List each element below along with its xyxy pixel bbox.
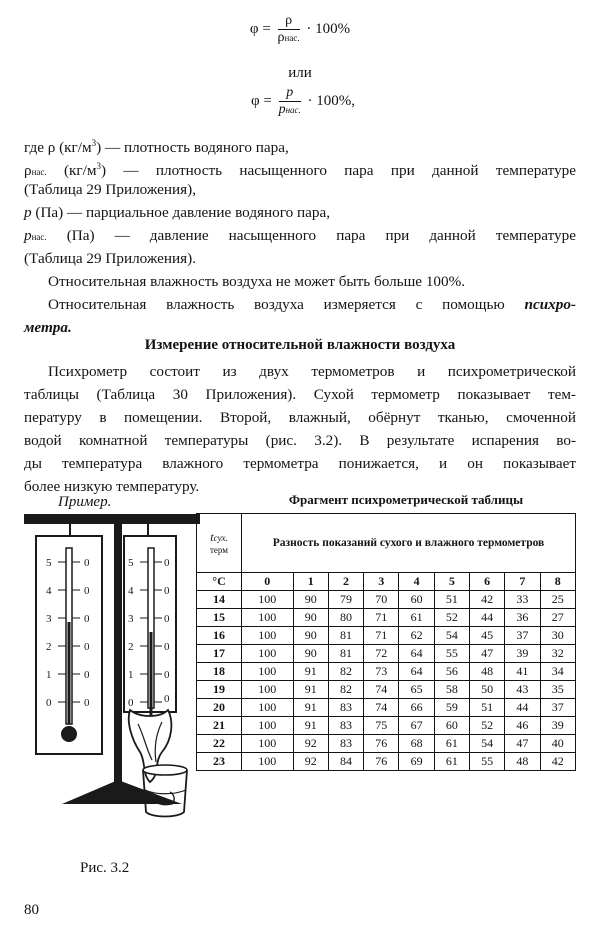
table-cell: 35 (540, 681, 575, 699)
table-column-header: 3 (364, 573, 399, 591)
table-cell: 100 (242, 663, 294, 681)
table-cell: 43 (505, 681, 540, 699)
table-unit-cell: °C (197, 573, 242, 591)
table-cell: 67 (399, 717, 434, 735)
table-cell: 79 (328, 591, 363, 609)
definition-saturated-pressure (24, 224, 576, 249)
table-cell: 91 (293, 681, 328, 699)
table-cell: 61 (434, 753, 469, 771)
table-cell: 37 (540, 699, 575, 717)
dry-scale-right-1: 0 (84, 585, 90, 597)
formula-2-left: φ = (250, 92, 272, 109)
formula-2-numerator: p (279, 86, 301, 102)
paragraph-line-2: таблицы (Таблица 30 Приложения). Сухой термометр показывает тем- (24, 386, 576, 403)
table-cell: 62 (399, 627, 434, 645)
table-cell: 34 (540, 663, 575, 681)
paragraph-line-4: водой комнатной температуры (рис. 3.2). В результате испарения во- (24, 432, 576, 449)
table-cell: 61 (434, 735, 469, 753)
table-column-header: 4 (399, 573, 434, 591)
page-number: 80 (24, 902, 39, 918)
table-row-temperature: 14 (197, 591, 242, 609)
paragraph-line-6: более низкую температуру. (24, 478, 200, 495)
table-cell: 90 (293, 627, 328, 645)
table-cell: 76 (364, 753, 399, 771)
formula-2-den-subscript: нас. (285, 105, 301, 115)
table-cell: 90 (293, 609, 328, 627)
table-cell: 75 (364, 717, 399, 735)
table-cell: 65 (399, 681, 434, 699)
table-cell: 83 (328, 735, 363, 753)
wet-scale-1: 1 (128, 669, 134, 681)
table-cell: 61 (399, 609, 434, 627)
table-cell: 70 (364, 591, 399, 609)
table-cell: 100 (242, 753, 294, 771)
paragraph-max-humidity: Относительная влажность воздуха не может быть больше 100%. (48, 273, 466, 290)
example-label: Пример. (58, 494, 112, 510)
psychrometric-table (196, 513, 576, 771)
wet-scale-right-5: 0 (164, 693, 170, 705)
formula-relative-humidity-pressure (228, 86, 378, 117)
table-cell: 91 (293, 717, 328, 735)
table-cell: 55 (469, 753, 504, 771)
wet-scale-right-0: 0 (164, 557, 170, 569)
table-cell: 82 (328, 681, 363, 699)
table-column-header: 5 (434, 573, 469, 591)
formula-1-den-symbol: ρ (277, 30, 285, 45)
table-row-temperature: 20 (197, 699, 242, 717)
table-row (197, 609, 576, 627)
wet-scale-2: 2 (128, 641, 134, 653)
table-cell: 41 (505, 663, 540, 681)
table-row (197, 663, 576, 681)
wet-scale-0: 0 (128, 697, 134, 709)
table-cell: 58 (434, 681, 469, 699)
formula-2-right: · 100%, (307, 92, 356, 109)
table-cell: 92 (293, 735, 328, 753)
wet-scale-right-1: 0 (164, 585, 170, 597)
table-cell: 46 (505, 717, 540, 735)
table-cell: 84 (328, 753, 363, 771)
figure-caption: Рис. 3.2 (80, 860, 130, 876)
table-row (197, 681, 576, 699)
table-row-temperature: 15 (197, 609, 242, 627)
table-cell: 66 (399, 699, 434, 717)
wet-scale-right-4: 0 (164, 669, 170, 681)
table-column-header-row (197, 573, 576, 591)
definition-saturated-density-symbol: ρ (24, 162, 32, 180)
table-cell: 73 (364, 663, 399, 681)
table-cell: 40 (540, 735, 575, 753)
definition-saturated-pressure-subscript: нас. (31, 232, 47, 242)
definition-saturated-density-text-b: ) — плотность насыщенного пара при данной температуре (101, 162, 576, 180)
table-cell: 39 (540, 717, 575, 735)
formula-2-denominator (279, 102, 301, 117)
table-row-temperature: 19 (197, 681, 242, 699)
table-cell: 47 (469, 645, 504, 663)
table-column-header: 8 (540, 573, 575, 591)
table-cell: 71 (364, 609, 399, 627)
table-cell: 45 (469, 627, 504, 645)
table-cell: 91 (293, 663, 328, 681)
wet-scale-3: 3 (128, 613, 134, 625)
table-corner-cell (197, 514, 242, 573)
dry-scale-right-3: 0 (84, 641, 90, 653)
table-cell: 90 (293, 591, 328, 609)
table-cell: 54 (469, 735, 504, 753)
definition-density-text-a: где ρ (кг/м (24, 139, 92, 157)
formula-2-fraction (279, 86, 301, 117)
dry-scale-4: 4 (46, 585, 52, 597)
definition-saturated-density-sup: 3 (96, 161, 101, 171)
table-cell: 33 (505, 591, 540, 609)
formula-1-left: φ = (249, 20, 271, 37)
table-row-temperature: 22 (197, 735, 242, 753)
table-cell: 59 (434, 699, 469, 717)
formula-relative-humidity-density (230, 14, 370, 45)
definition-saturated-pressure-ref: (Таблица 29 Приложения). (24, 250, 197, 267)
table-header: Разность показаний сухого и влажного термометров (242, 514, 576, 573)
table-cell: 48 (505, 753, 540, 771)
table-row (197, 753, 576, 771)
wet-scale-right-3: 0 (164, 641, 170, 653)
table-cell: 81 (328, 627, 363, 645)
or-word: или (288, 65, 312, 81)
table-column-header: 7 (505, 573, 540, 591)
table-cell: 52 (434, 609, 469, 627)
wet-scale-4: 4 (128, 585, 134, 597)
paragraph-line-1: Психрометр состоит из двух термометров и психрометрической (48, 363, 576, 380)
definition-partial-pressure-symbol: p (24, 204, 32, 221)
paragraph-psychrometer-term-part2: метра. (24, 319, 72, 336)
definition-density-sup: 3 (91, 138, 97, 148)
formula-1-right: · 100% (306, 20, 351, 37)
table-cell: 47 (505, 735, 540, 753)
table-cell: 27 (540, 609, 575, 627)
table-cell: 81 (328, 645, 363, 663)
table-corner-symbol: t (210, 530, 214, 544)
table-cell: 83 (328, 717, 363, 735)
table-cell: 71 (364, 627, 399, 645)
table-row-temperature: 17 (197, 645, 242, 663)
table-row (197, 591, 576, 609)
dry-scale-right-5: 0 (84, 697, 90, 709)
definition-saturated-density-subscript: нас. (31, 167, 47, 178)
wet-scale-right-2: 0 (164, 613, 170, 625)
table-cell: 74 (364, 699, 399, 717)
dry-scale-1: 1 (46, 669, 52, 681)
table-cell: 100 (242, 735, 294, 753)
table-cell: 74 (364, 681, 399, 699)
table-row (197, 717, 576, 735)
stand-crossbar (24, 514, 200, 524)
table-cell: 55 (434, 645, 469, 663)
table-cell: 83 (328, 699, 363, 717)
table-cell: 51 (434, 591, 469, 609)
formula-1-numerator: ρ (278, 14, 300, 30)
table-column-header: 1 (293, 573, 328, 591)
table-cell: 76 (364, 735, 399, 753)
definition-saturated-pressure-text: (Па) — давление насыщенного пара при данной температуре (46, 227, 576, 244)
table-cell: 100 (242, 699, 294, 717)
wet-thermometer (124, 536, 176, 782)
dry-scale-5: 5 (46, 557, 52, 569)
table-cell: 72 (364, 645, 399, 663)
table-row-temperature: 16 (197, 627, 242, 645)
table-cell: 50 (469, 681, 504, 699)
table-corner-subscript: сух. (213, 533, 228, 543)
formula-2-den-symbol: p (278, 102, 286, 117)
table-cell: 52 (469, 717, 504, 735)
table-cell: 100 (242, 681, 294, 699)
table-cell: 42 (540, 753, 575, 771)
table-cell: 37 (505, 627, 540, 645)
wet-scale-5: 5 (128, 557, 134, 569)
formula-1-den-subscript: нас. (284, 33, 300, 43)
table-cell: 64 (399, 663, 434, 681)
section-heading: Измерение относительной влажности воздуха (144, 337, 456, 353)
table-cell: 100 (242, 609, 294, 627)
psychrometer-illustration (22, 512, 222, 852)
table-row (197, 699, 576, 717)
table-corner-bottom: терм (210, 545, 228, 555)
formula-1-denominator (278, 30, 300, 45)
formula-1-fraction (278, 14, 300, 45)
definition-saturated-pressure-symbol: p (24, 227, 32, 244)
paragraph-line-3: пературу в помещении. Второй, влажный, обёрнут тканью, смоченной (24, 409, 576, 426)
table-cell: 32 (540, 645, 575, 663)
table-cell: 44 (469, 609, 504, 627)
table-cell: 56 (434, 663, 469, 681)
table-cell: 91 (293, 699, 328, 717)
dry-thermometer (36, 536, 102, 754)
table-cell: 80 (328, 609, 363, 627)
table-cell: 60 (399, 591, 434, 609)
table-row (197, 627, 576, 645)
table-cell: 64 (399, 645, 434, 663)
water-glass (143, 765, 187, 817)
table-body (197, 591, 576, 771)
table-cell: 100 (242, 591, 294, 609)
table-cell: 48 (469, 663, 504, 681)
table-cell: 92 (293, 753, 328, 771)
table-cell: 100 (242, 717, 294, 735)
definition-partial-pressure-text: (Па) — парциальное давление водяного пара, (31, 204, 330, 221)
table-cell: 39 (505, 645, 540, 663)
table-cell: 69 (399, 753, 434, 771)
definition-partial-pressure (24, 201, 576, 224)
table-column-header: 6 (469, 573, 504, 591)
table-cell: 36 (505, 609, 540, 627)
table-cell: 100 (242, 627, 294, 645)
table-cell: 51 (469, 699, 504, 717)
table-cell: 100 (242, 645, 294, 663)
table-cell: 25 (540, 591, 575, 609)
table-row-temperature: 21 (197, 717, 242, 735)
stand-base (62, 780, 182, 804)
dry-scale-right-0: 0 (84, 557, 90, 569)
paragraph-psychrometer-term-part1: психро- (524, 296, 576, 313)
table-cell: 54 (434, 627, 469, 645)
stand-post (114, 524, 122, 782)
table-cell: 42 (469, 591, 504, 609)
table-cell: 90 (293, 645, 328, 663)
table-row-temperature: 18 (197, 663, 242, 681)
table-cell: 60 (434, 717, 469, 735)
table-cell: 44 (505, 699, 540, 717)
table-cell: 82 (328, 663, 363, 681)
paragraph-psychrometer-intro-text: Относительная влажность воздуха измеряется с помощью (48, 296, 525, 313)
table-title: Фрагмент психрометрической таблицы (288, 492, 524, 507)
table-cell: 68 (399, 735, 434, 753)
dry-scale-right-2: 0 (84, 613, 90, 625)
definition-saturated-density-ref: (Таблица 29 Приложения), (24, 181, 197, 198)
dry-scale-0: 0 (46, 697, 52, 709)
paragraph-line-5: ды температура влажного термометра понижается, и он показывает (24, 455, 576, 472)
definition-density-text-b: ) — плотность водяного пара, (96, 139, 289, 157)
table-column-header: 0 (242, 573, 294, 591)
table-cell: 30 (540, 627, 575, 645)
table-row (197, 645, 576, 663)
table-column-header: 2 (328, 573, 363, 591)
dry-scale-3: 3 (46, 613, 52, 625)
table-row-temperature: 23 (197, 753, 242, 771)
paragraph-psychrometer-intro (24, 293, 576, 316)
definition-saturated-density-text-a: (кг/м (46, 162, 97, 180)
dry-scale-right-4: 0 (84, 669, 90, 681)
table-row (197, 735, 576, 753)
dry-scale-2: 2 (46, 641, 52, 653)
